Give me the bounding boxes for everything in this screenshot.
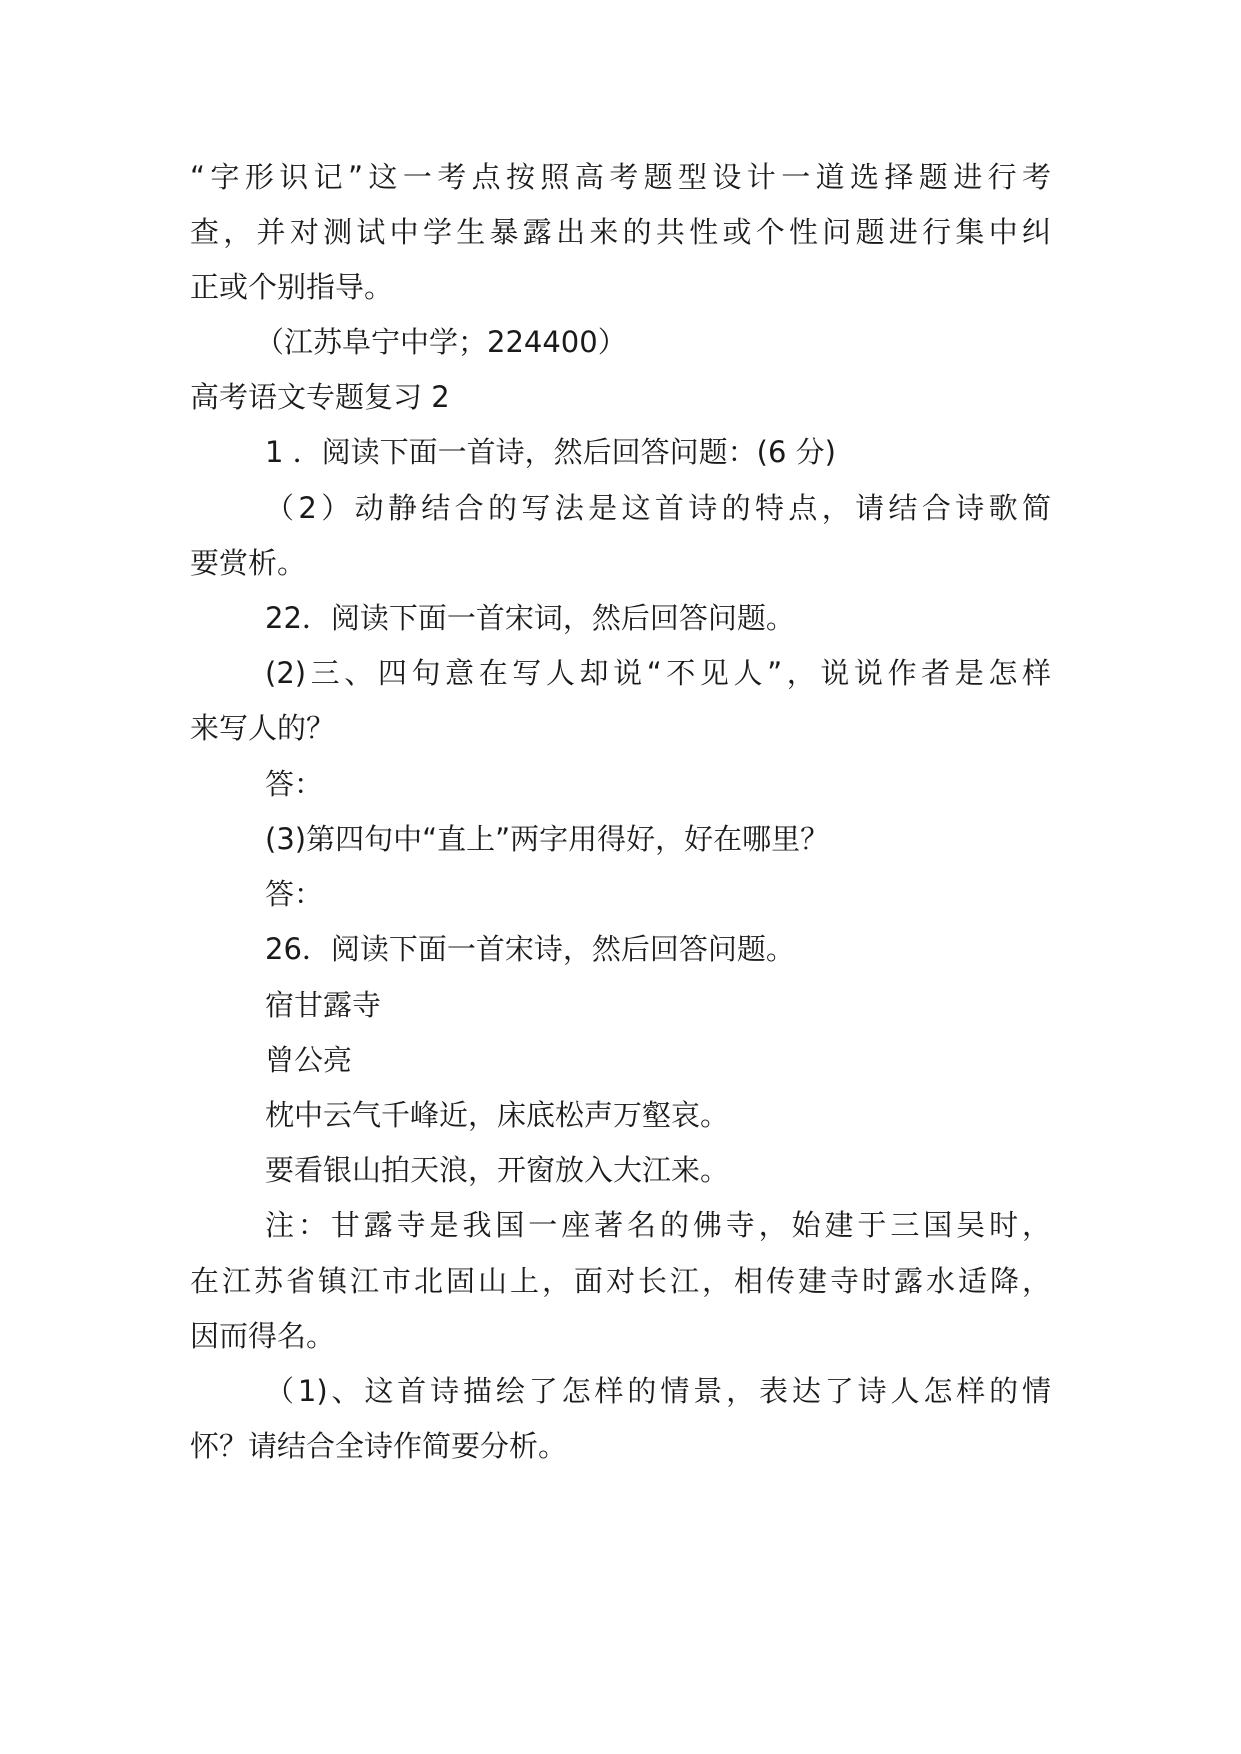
question-text: 要赏析。 bbox=[190, 546, 307, 580]
source-note: （江苏阜宁中学；224400） bbox=[255, 325, 627, 359]
note-text: 因而得名。 bbox=[190, 1319, 336, 1353]
question-text: (3)第四句中“直上”两字用得好，好在哪里？ bbox=[265, 822, 830, 856]
question-text: （1)、这首诗描绘了怎样的情景，表达了诗人怎样的情 bbox=[265, 1374, 1051, 1408]
question-text: 来写人的？ bbox=[190, 711, 336, 745]
body-text-line: 正或个别指导。 bbox=[190, 270, 394, 304]
poem-author: 曾公亮 bbox=[265, 1043, 353, 1077]
note-text: 在江苏省镇江市北固山上，面对长江，相传建寺时露水适降， bbox=[190, 1264, 1051, 1298]
question-text: （2）动静结合的写法是这首诗的特点，请结合诗歌简 bbox=[265, 491, 1051, 525]
question-text: 22．阅读下面一首宋词，然后回答问题。 bbox=[265, 601, 795, 635]
question-text: 1 ．阅读下面一首诗，然后回答问题：(6 分) bbox=[265, 435, 836, 469]
body-text-line: “字形识记”这一考点按照高考题型设计一道选择题进行考 bbox=[190, 160, 1051, 194]
section-title: 高考语文专题复习 2 bbox=[190, 380, 450, 414]
question-text: (2)三、四句意在写人却说“不见人”，说说作者是怎样 bbox=[265, 656, 1051, 690]
question-text: 怀？请结合全诗作简要分析。 bbox=[190, 1429, 568, 1463]
answer-label: 答： bbox=[265, 767, 324, 801]
body-text-line: 查，并对测试中学生暴露出来的共性或个性问题进行集中纠 bbox=[190, 215, 1051, 249]
poem-line: 要看银山拍天浪，开窗放入大江来。 bbox=[265, 1153, 730, 1187]
question-text: 26．阅读下面一首宋诗，然后回答问题。 bbox=[265, 932, 795, 966]
note-text: 注：甘露寺是我国一座著名的佛寺，始建于三国吴时， bbox=[265, 1208, 1051, 1242]
poem-title: 宿甘露寺 bbox=[265, 988, 382, 1022]
poem-line: 枕中云气千峰近，床底松声万壑哀。 bbox=[265, 1098, 730, 1132]
answer-label: 答： bbox=[265, 877, 324, 911]
